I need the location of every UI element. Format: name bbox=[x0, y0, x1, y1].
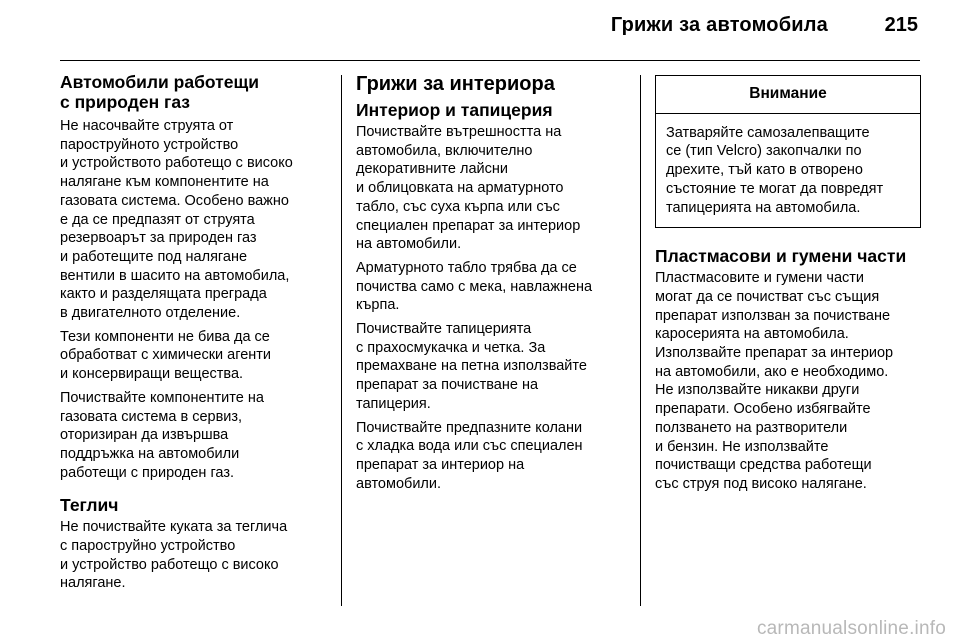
warning-body: Затваряйте самозалепващите се (тип Velcro) закопчалки по дрехите, тъй като в отворено състояние те могат да повредят тапицерията на автомобила. bbox=[666, 124, 884, 216]
paragraph-interior-4: Почиствайте предпазните колани с хладка вода или със специален препарат за интериор на автомобили. bbox=[356, 419, 583, 492]
warning-title: Внимание bbox=[656, 76, 920, 114]
column-divider-left bbox=[341, 75, 342, 606]
column-right bbox=[655, 72, 921, 499]
sub-heading-interior-upholstery: Интериор и тапицерия bbox=[356, 100, 553, 120]
paragraph-natural-gas-1: Не насочвайте струята от пароструйното устройство и устройството работещо с високо налягане към компонентите на газовата система. Особено важно е да се предпазят от струята резервоарът за природен газ и работещите под налягане вентили в шасито на автомобила, както и разделящата преграда в двигателното отделение. bbox=[60, 118, 293, 322]
warning-box bbox=[655, 75, 921, 228]
watermark-text: carmanualsonline.info bbox=[756, 618, 946, 639]
spacer bbox=[60, 487, 332, 495]
section-heading-natural-gas: Автомобили работещи с природен газ bbox=[60, 72, 259, 112]
main-heading-interior-care: Грижи за интериора bbox=[356, 73, 555, 95]
section-heading-plastic-rubber: Пластмасови и гумени части bbox=[655, 246, 907, 267]
header-rule bbox=[60, 60, 920, 61]
column-middle bbox=[356, 72, 628, 498]
paragraph-towbar: Не почиствайте куката за теглича с пароструйно устройство и устройство работещо с високо налягане. bbox=[60, 519, 288, 592]
section-heading-towbar: Теглич bbox=[60, 495, 119, 516]
paragraph-plastic-rubber: Пластмасовите и гумени части могат да се почистват със същия препарат използван за почистване каросерията на автомобила. Използвайте препарат за интериор на автомобили, ако е необходимо. Не използвайте никакви други препарати. Особено избягвайте ползването на разтворители и бензин. Не използвайте почистващи средства работещи със струя под високо налягане. bbox=[655, 270, 894, 492]
page-number: 215 bbox=[884, 14, 918, 36]
paragraph-natural-gas-3: Почиствайте компонентите на газовата система в сервиз, оторизиран да извършва поддръжка на автомобили работещи с природен газ. bbox=[60, 389, 264, 481]
column-divider-right bbox=[640, 75, 641, 606]
paragraph-interior-2: Арматурното табло трябва да се почиства само с мека, навлажнена кърпа. bbox=[356, 259, 593, 314]
column-left bbox=[60, 72, 332, 598]
paragraph-natural-gas-2: Тези компоненти не бива да се обработват с химически агенти и консервиращи вещества. bbox=[60, 328, 272, 383]
paragraph-interior-3: Почиствайте тапицерията с прахосмукачка и четка. За премахване на петна използвайте препарат за почистване на тапицерия. bbox=[356, 321, 587, 412]
page-header-title: Грижи за автомобила bbox=[610, 14, 828, 36]
paragraph-interior-1: Почиствайте вътрешността на автомобила, включително декоративните лайсни и облицовката на арматурното табло, със суха кърпа или със специален препарат за интериор на автомобили. bbox=[356, 124, 581, 253]
